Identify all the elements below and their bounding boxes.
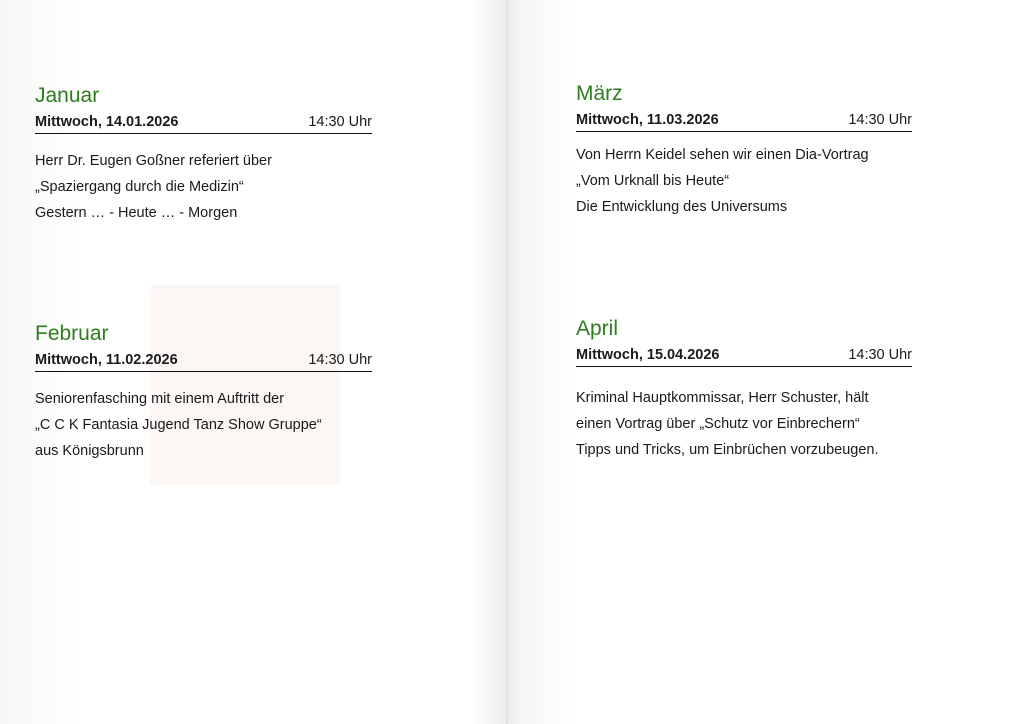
event-date-row	[576, 112, 912, 131]
event-date-row	[35, 352, 372, 371]
event-date-row	[35, 114, 372, 133]
event-january	[35, 84, 372, 226]
event-date: Mittwoch, 11.02.2026	[35, 352, 178, 369]
event-description	[35, 386, 372, 464]
page-fold	[506, 0, 508, 724]
description-line: Kriminal Hauptkommissar, Herr Schuster, hält	[576, 389, 869, 406]
month-heading: Januar	[35, 84, 100, 107]
event-march	[576, 82, 912, 220]
description-line: Herr Dr. Eugen Goßner referiert über	[35, 152, 272, 169]
description-line: Von Herrn Keidel sehen wir einen Dia-Vortrag	[576, 146, 869, 163]
month-heading: Februar	[35, 322, 109, 345]
event-description	[576, 142, 912, 220]
description-line: Seniorenfasching mit einem Auftritt der	[35, 390, 285, 407]
description-line: Tipps und Tricks, um Einbrüchen vorzubeugen.	[576, 441, 879, 458]
description-line: „Vom Urknall bis Heute“	[576, 172, 730, 189]
month-heading: April	[576, 317, 619, 340]
event-april	[576, 317, 912, 463]
event-date: Mittwoch, 14.01.2026	[35, 114, 179, 131]
event-description	[35, 148, 372, 226]
event-february	[35, 322, 372, 464]
description-line: Die Entwicklung des Universums	[576, 198, 788, 215]
event-time: 14:30 Uhr	[848, 347, 912, 364]
description-line: „C C K Fantasia Jugend Tanz Show Gruppe“	[35, 416, 322, 433]
description-line: Gestern … - Heute … - Morgen	[35, 204, 238, 221]
event-date: Mittwoch, 15.04.2026	[576, 347, 720, 364]
event-time: 14:30 Uhr	[848, 112, 912, 129]
description-line: einen Vortrag über „Schutz vor Einbrechern“	[576, 415, 860, 432]
event-time: 14:30 Uhr	[308, 114, 372, 131]
event-date-row	[576, 347, 912, 366]
event-date: Mittwoch, 11.03.2026	[576, 112, 719, 129]
description-line: aus Königsbrunn	[35, 442, 144, 459]
month-heading: März	[576, 82, 623, 105]
event-description	[576, 385, 912, 463]
event-time: 14:30 Uhr	[308, 352, 372, 369]
description-line: „Spaziergang durch die Medizin“	[35, 178, 244, 195]
